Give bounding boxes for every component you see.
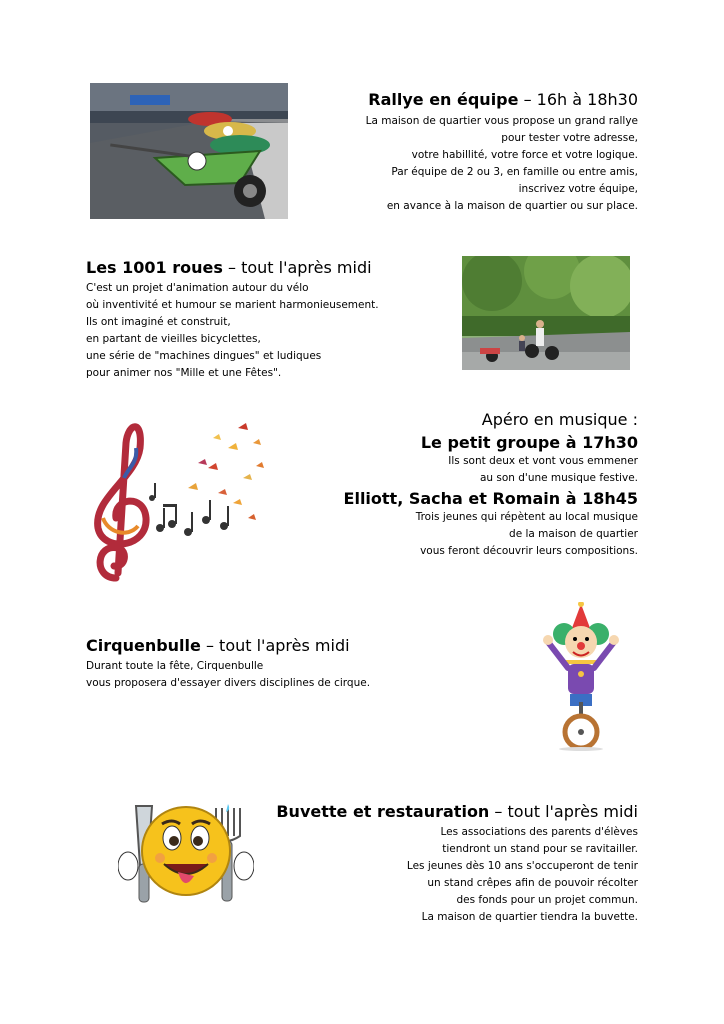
roues-line: où inventivité et humour se marient harmonieusement. <box>86 299 379 311</box>
rallye-line: en avance à la maison de quartier ou sur place. <box>386 200 638 212</box>
roues-line: C'est un projet d'animation autour du vélo <box>86 282 309 294</box>
roues-line: pour animer nos "Mille et une Fêtes". <box>86 367 282 379</box>
cirque-title: Cirquenbulle – tout l'après midi <box>86 636 350 655</box>
buvette-line: un stand crêpes afin de pouvoir récolter <box>427 877 638 889</box>
buvette-line: Les jeunes dès 10 ans s'occuperont de tenir <box>406 860 638 872</box>
section-buvette <box>276 802 638 926</box>
buvette-line: La maison de quartier tiendra la buvette. <box>421 911 638 923</box>
wheelbarrow-race-photo <box>90 83 288 219</box>
hungry-smiley-icon <box>118 796 254 906</box>
rallye-line: inscrivez votre équipe, <box>518 183 638 195</box>
cirque-line: vous proposera d'essayer divers disciplines de cirque. <box>86 677 371 689</box>
section-cirque <box>86 636 370 692</box>
rallye-line: pour tester votre adresse, <box>501 132 638 144</box>
apero-subtitle-2: Elliott, Sacha et Romain à 18h45 <box>343 489 638 508</box>
rallye-line: votre habillité, votre force et votre logique. <box>411 149 638 161</box>
apero-line: au son d'une musique festive. <box>479 472 638 484</box>
section-roues <box>86 258 379 382</box>
buvette-line: des fonds pour un projet commun. <box>456 894 638 906</box>
rallye-line: Par équipe de 2 ou 3, en famille ou entre amis, <box>391 166 638 178</box>
section-rallye <box>366 90 638 215</box>
treble-clef-notes-icon <box>88 408 270 596</box>
clown-unicycle-icon <box>536 602 626 752</box>
buvette-line: Les associations des parents d'élèves <box>440 826 638 838</box>
apero-line: Ils sont deux et vont vous emmener <box>448 455 638 467</box>
rallye-title: Rallye en équipe – 16h à 18h30 <box>368 90 638 109</box>
buvette-title: Buvette et restauration – tout l'après midi <box>276 802 638 821</box>
section-apero <box>344 410 638 560</box>
roues-line: en partant de vieilles bicyclettes, <box>86 333 261 345</box>
rallye-line: La maison de quartier vous propose un grand rallye <box>365 115 638 127</box>
roues-line: une série de "machines dingues" et ludiques <box>86 350 322 362</box>
crazy-bikes-photo <box>462 256 630 370</box>
cirque-line: Durant toute la fête, Cirquenbulle <box>86 660 264 672</box>
apero-line: de la maison de quartier <box>509 528 638 540</box>
buvette-line: tiendront un stand pour se ravitailler. <box>442 843 638 855</box>
apero-title: Apéro en musique : <box>481 410 638 429</box>
apero-subtitle-1: Le petit groupe à 17h30 <box>420 433 638 452</box>
apero-line: Trois jeunes qui répètent au local musique <box>415 511 638 523</box>
roues-title: Les 1001 roues – tout l'après midi <box>86 258 372 277</box>
apero-line: vous feront découvrir leurs compositions. <box>420 545 638 557</box>
roues-line: Ils ont imaginé et construit, <box>86 316 231 328</box>
